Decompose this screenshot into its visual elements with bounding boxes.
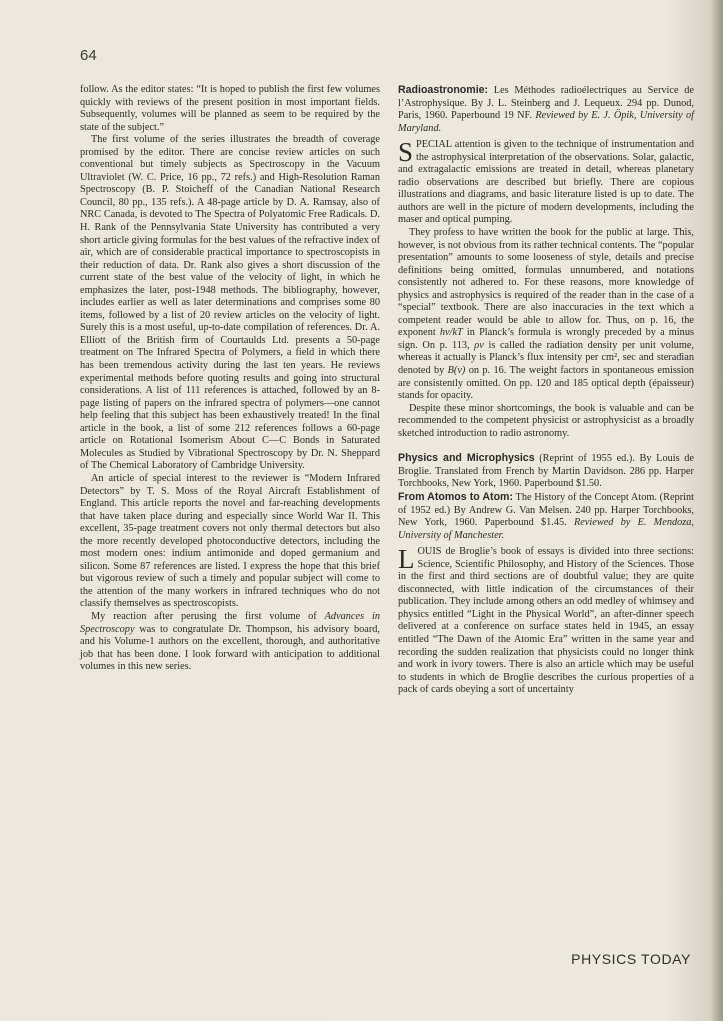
review3-paragraph-1 [398,546,694,697]
review1-expr-rho: ρν [474,339,484,351]
series-title: Advances in Spectroscopy [80,610,380,635]
review1-expr-planck: hν/kT [439,327,463,339]
review-physics-microphysics [398,452,694,491]
review1-p2-b: in Planck’s formula is wrongly preceded by a minus sign. On p. 113, [398,327,694,351]
right-column [398,84,694,697]
review1-heading: Radioastronomie: [398,84,489,96]
page-edge-shadow [711,0,723,1021]
review1-p2-c: is called the radiation density per unit volume, whereas it actually is Planck’s flux intensity per cm², sec and steradian denoted by [398,339,695,377]
review3-dropcap: L [398,544,415,575]
review1-dropcap: S [398,137,414,168]
review3-bib-text: The History of the Concept Atom. (Reprint of 1952 ed.) By Andrew G. Van Melsen. 240 pp. Harper Torchbooks, New York, 1960. Paperbound $1.45. [398,491,694,529]
page-number: 64 [80,47,97,64]
review1-bibliography [398,84,694,135]
review1-paragraph-2 [398,227,694,403]
left-paragraph-1: follow. As the editor states: “It is hoped to publish the first few volumes quickly with reviews of the present position in most important fields. Subsequently, volumes will be planned as seem to be required by the state of the subject.” [80,84,380,133]
review1-reviewer: Reviewed by E. J. Öpik, University of Maryland. [398,110,694,134]
review2-heading: Physics and Microphysics [398,452,535,465]
left-paragraph-4 [80,611,380,674]
journal-footer: PHYSICS TODAY [571,951,691,967]
review2-bibliography [398,452,694,491]
review-atomos-to-atom [398,491,694,697]
review1-p2-a: They profess to have written the book for the public at large. This, however, is not obvious from its rather technical contents. The “popular presentation” amounts to some looseness of style, details and precise definitions being omitted, formulas unnumbered, and notations consistently not adhered to. For these reasons, more knowledge of physics and astrophysics is required of the reader than in the case of a “special” textbook. There are also inaccuracies in the text which a competent reader would be able to allow for. Thus, on p. 16, the exponent [398,227,694,339]
review-radioastronomie [398,84,694,440]
review1-p2-d: on p. 16. The weight factors in spontaneous emission are consistently omitted. On pp. 120 and 185 optical depth (épaisseur) stands for opacity. [398,365,694,402]
review3-heading: From Atomos to Atom: [398,490,513,503]
left-column [80,84,380,674]
review3-p1-text: OUIS de Broglie’s book of essays is divided into three sections: Science, Scientific Philosophy, and History of the Sciences. Those in the first and third sections are of doubtful value; they are quite disconnected, with little indication of the circumstances of their publication. They include among others an odd medley of whimsey and physics entitled “Light in the Physical World”, an after-dinner speech delivered at a conference on surface states held in 1945, an essay entitled “The Dawn of the Atomic Era” written in the same year and recording the sudden realization that physicists could no longer think and work in ivory towers. There is also an article which may be useful to students in which de Broglie describes the curious properties of a pack of cards obeying a sort of uncertainty [398,546,694,696]
review3-reviewer: Reviewed by E. Mendoza, University of Manchester. [398,517,695,541]
review3-bibliography [398,491,694,542]
review1-paragraph-1 [398,139,694,227]
left-p4-text-before: My reaction after perusing the first volume of [91,610,325,622]
review1-paragraph-3: Despite these minor shortcomings, the book is valuable and can be recommended to the competent physicist or astrophysicist as a broadly sketched introduction to radio astronomy. [398,402,694,439]
review1-expr-b: B(ν) [447,365,466,377]
review2-bib-text: (Reprint of 1955 ed.). By Louis de Broglie. Translated from French by Martin Davidson. 286 pp. Harper Torchbooks, New York, 1960. Paperbound $1.50. [398,453,694,490]
review1-bib-text: Les Méthodes radioélectriques au Service de l’Astrophysique. By J. L. Steinberg and J. Lequeux. 294 pp. Dunod, Paris, 1960. Paperbound 19 NF. [398,85,694,122]
left-p4-text-after: was to congratulate Dr. Thompson, his advisory board, and his Volume-1 authors on the excellent, thorough, and authoritative job that has been done. I look forward with anticipation to additional volumes in this new series. [80,623,380,673]
left-paragraph-2: The first volume of the series illustrates the breadth of coverage promised by the editor. There are concise review articles on such conventional but timely subjects as Spectroscopy in the Vacuum Ultraviolet (W. C. Price, 16 pp., 72 refs.) and High-Resolution Raman Spectroscopy (B. P. Stoicheff of the Canadian National Research Council, 80 pp., 135 refs.). A 48-page article by D. A. Ramsay, also of NRC Canada, is devoted to The Spectra of Polyatomic Free Radicals. D. H. Rank of the Pennsylvania State University has contributed a very short article giving formulas for the best values of the refractive index of air, which are of considerable practical importance to spectroscopists in their reduction of data. Dr. Rank also gives a short discussion of the current state of the best value of the velocity of light, in which he emphasizes the later, post-1948 methods. The bibliography, however, includes earlier as well as later determinations and comprises some 80 items, followed by a list of 20 review articles on the velocity of light. Surely this is a most useful, up-to-date compilation of references. Dr. A. Elliott of the British firm of Courtaulds Ltd. presents a 50-page treatment on The Infrared Spectra of Polymers, a field in which there has been tremendous activity during the last ten years. He reviews experimental methods before quoting results and going into structural considerations. A list of 111 references is attached, followed by an 8-page listing of papers on the infrared spectra of polymers—one cannot help feeling that this subject has been exhaustively treated! In the final article in the book, a list of some 212 references follows a 60-page article on Rotational Isomerism About C—C Bonds in Saturated Molecules as Studied by Vibrational Spectroscopy by Dr. N. Sheppard of The Chemical Laboratory of Cambridge University. [80,134,380,472]
review1-p1-text: PECIAL attention is given to the technique of instrumentation and the astrophysical interpretation of the observations. Solar, galactic, and extragalactic emissions are treated in detail, whereas planetary radio observations are described but briefly. There are copious illustrations and diagrams, and basic literature listed is up to date. The authors are well in the picture of modern developments, including the maser and optical pumping. [398,139,694,226]
left-paragraph-3: An article of special interest to the reviewer is “Modern Infrared Detectors” by T. S. Moss of the Royal Aircraft Establishment of England. This article reports the novel and far-reaching developments that have taken place during and especially since World War II. This excellent, 35-page treatment covers not only thermal detectors but also the more recently developed photoconductive detectors, including the most modern ones: indium antimonide and doped germanium and silicon. Some 87 references are listed. I express the hope that this brief but vigorous review of such a timely and popular subject will come to the attention of the many workers in infrared techniques who do not classify themselves as spectroscopists. [80,472,380,610]
